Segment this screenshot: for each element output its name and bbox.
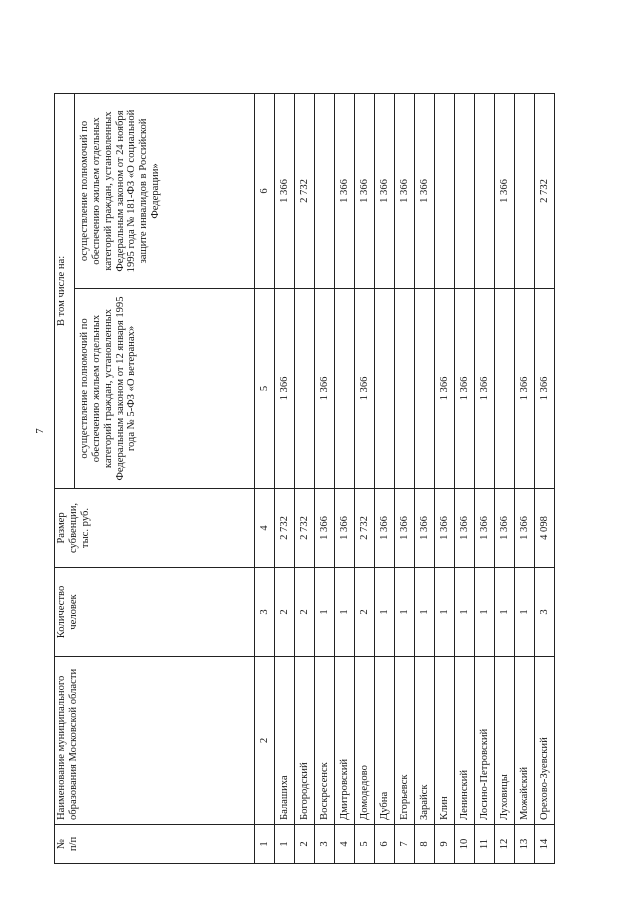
people-count: 1 xyxy=(435,568,455,657)
municipality-name: Луховицы xyxy=(495,657,515,825)
column-index: 5 xyxy=(255,289,275,489)
data-rows xyxy=(275,94,555,864)
header-municipality: Наименование муниципального образования Московской области xyxy=(55,657,255,825)
table-row xyxy=(275,94,295,864)
subvention-amount: 1 366 xyxy=(315,489,335,568)
column-index: 2 xyxy=(255,657,275,825)
disabled-amount: 1 366 xyxy=(375,94,395,289)
veterans-amount xyxy=(495,289,515,489)
veterans-amount: 1 366 xyxy=(475,289,495,489)
subvention-amount: 1 366 xyxy=(495,489,515,568)
people-count: 2 xyxy=(275,568,295,657)
table-row xyxy=(515,94,535,864)
header-including: В том числе на: xyxy=(55,94,75,489)
people-count: 1 xyxy=(315,568,335,657)
subvention-amount: 1 366 xyxy=(335,489,355,568)
disabled-amount: 1 366 xyxy=(335,94,355,289)
veterans-amount xyxy=(295,289,315,489)
veterans-amount: 1 366 xyxy=(515,289,535,489)
disabled-amount xyxy=(315,94,335,289)
veterans-amount: 1 366 xyxy=(535,289,555,489)
table-row xyxy=(335,94,355,864)
subvention-amount: 2 732 xyxy=(275,489,295,568)
subvention-amount: 1 366 xyxy=(375,489,395,568)
municipality-name: Зарайск xyxy=(415,657,435,825)
municipality-name: Воскресенск xyxy=(315,657,335,825)
disabled-amount: 2 732 xyxy=(535,94,555,289)
table-row xyxy=(475,94,495,864)
municipality-name: Богородский xyxy=(295,657,315,825)
people-count: 3 xyxy=(535,568,555,657)
subvention-amount: 2 732 xyxy=(295,489,315,568)
row-number: 5 xyxy=(355,825,375,864)
row-number: 4 xyxy=(335,825,355,864)
people-count: 1 xyxy=(375,568,395,657)
subvention-amount: 1 366 xyxy=(415,489,435,568)
veterans-amount xyxy=(375,289,395,489)
municipality-name: Дубна xyxy=(375,657,395,825)
municipality-name: Балашиха xyxy=(275,657,295,825)
row-number: 2 xyxy=(295,825,315,864)
row-number: 14 xyxy=(535,825,555,864)
veterans-amount xyxy=(395,289,415,489)
disabled-amount: 1 366 xyxy=(415,94,435,289)
subvention-amount: 1 366 xyxy=(515,489,535,568)
column-index: 4 xyxy=(255,489,275,568)
table-row xyxy=(535,94,555,864)
row-number: 9 xyxy=(435,825,455,864)
municipality-name: Лосино-Петровский xyxy=(475,657,495,825)
disabled-amount xyxy=(435,94,455,289)
people-count: 1 xyxy=(335,568,355,657)
municipality-name: Можайский xyxy=(515,657,535,825)
row-number: 6 xyxy=(375,825,395,864)
page-number: 7 xyxy=(34,428,46,434)
row-number: 8 xyxy=(415,825,435,864)
table-row xyxy=(355,94,375,864)
veterans-amount: 1 366 xyxy=(435,289,455,489)
subvention-amount: 2 732 xyxy=(355,489,375,568)
municipality-name: Орехово-Зуевский xyxy=(535,657,555,825)
row-number: 1 xyxy=(275,825,295,864)
veterans-amount: 1 366 xyxy=(315,289,335,489)
people-count: 1 xyxy=(455,568,475,657)
people-count: 1 xyxy=(415,568,435,657)
disabled-amount xyxy=(515,94,535,289)
people-count: 1 xyxy=(495,568,515,657)
header-subvention-amount: Размер субвенции, тыс. руб. xyxy=(55,489,255,568)
header-number: № п/п xyxy=(55,825,255,864)
disabled-amount: 1 366 xyxy=(495,94,515,289)
table-row xyxy=(295,94,315,864)
disabled-amount: 1 366 xyxy=(355,94,375,289)
disabled-amount xyxy=(475,94,495,289)
column-index-row xyxy=(255,94,275,864)
people-count: 1 xyxy=(515,568,535,657)
column-index: 1 xyxy=(255,825,275,864)
subvention-amount: 1 366 xyxy=(435,489,455,568)
table-row xyxy=(315,94,335,864)
row-number: 10 xyxy=(455,825,475,864)
header-veterans-law: осуществление полномочий по обеспечению жильем отдельных категорий граждан, установленных Федеральным законом от 12 января 1995 года № 5-ФЗ «О ветеранах» xyxy=(75,289,255,489)
municipality-name: Клин xyxy=(435,657,455,825)
row-number: 11 xyxy=(475,825,495,864)
row-number: 12 xyxy=(495,825,515,864)
disabled-amount: 1 366 xyxy=(275,94,295,289)
people-count: 1 xyxy=(475,568,495,657)
people-count: 1 xyxy=(395,568,415,657)
rotated-table-container xyxy=(54,94,570,864)
veterans-amount xyxy=(335,289,355,489)
veterans-amount: 1 366 xyxy=(275,289,295,489)
subvention-amount: 1 366 xyxy=(475,489,495,568)
veterans-amount: 1 366 xyxy=(455,289,475,489)
table-row xyxy=(395,94,415,864)
table-row xyxy=(495,94,515,864)
column-index: 3 xyxy=(255,568,275,657)
header-people-count: Количество человек xyxy=(55,568,255,657)
table-row xyxy=(435,94,455,864)
municipality-name: Егорьевск xyxy=(395,657,415,825)
table-row xyxy=(415,94,435,864)
header-disabled-law: осуществление полномочий по обеспечению жильем отдельных категорий граждан, установленных Федеральным законом от 24 ноября 1995 года № 181-ФЗ «О социальной защите инвалидов в Российской Федерации» xyxy=(75,94,255,289)
veterans-amount xyxy=(415,289,435,489)
municipality-name: Дмитровский xyxy=(335,657,355,825)
people-count: 2 xyxy=(355,568,375,657)
people-count: 2 xyxy=(295,568,315,657)
row-number: 13 xyxy=(515,825,535,864)
subvention-amount: 4 098 xyxy=(535,489,555,568)
subvention-amount: 1 366 xyxy=(455,489,475,568)
disabled-amount: 1 366 xyxy=(395,94,415,289)
row-number: 3 xyxy=(315,825,335,864)
table-row xyxy=(375,94,395,864)
column-index: 6 xyxy=(255,94,275,289)
disabled-amount xyxy=(455,94,475,289)
municipality-name: Домодедово xyxy=(355,657,375,825)
table-row xyxy=(455,94,475,864)
row-number: 7 xyxy=(395,825,415,864)
subvention-amount: 1 366 xyxy=(395,489,415,568)
veterans-amount: 1 366 xyxy=(355,289,375,489)
municipality-name: Ленинский xyxy=(455,657,475,825)
disabled-amount: 2 732 xyxy=(295,94,315,289)
subvention-table xyxy=(54,93,555,864)
